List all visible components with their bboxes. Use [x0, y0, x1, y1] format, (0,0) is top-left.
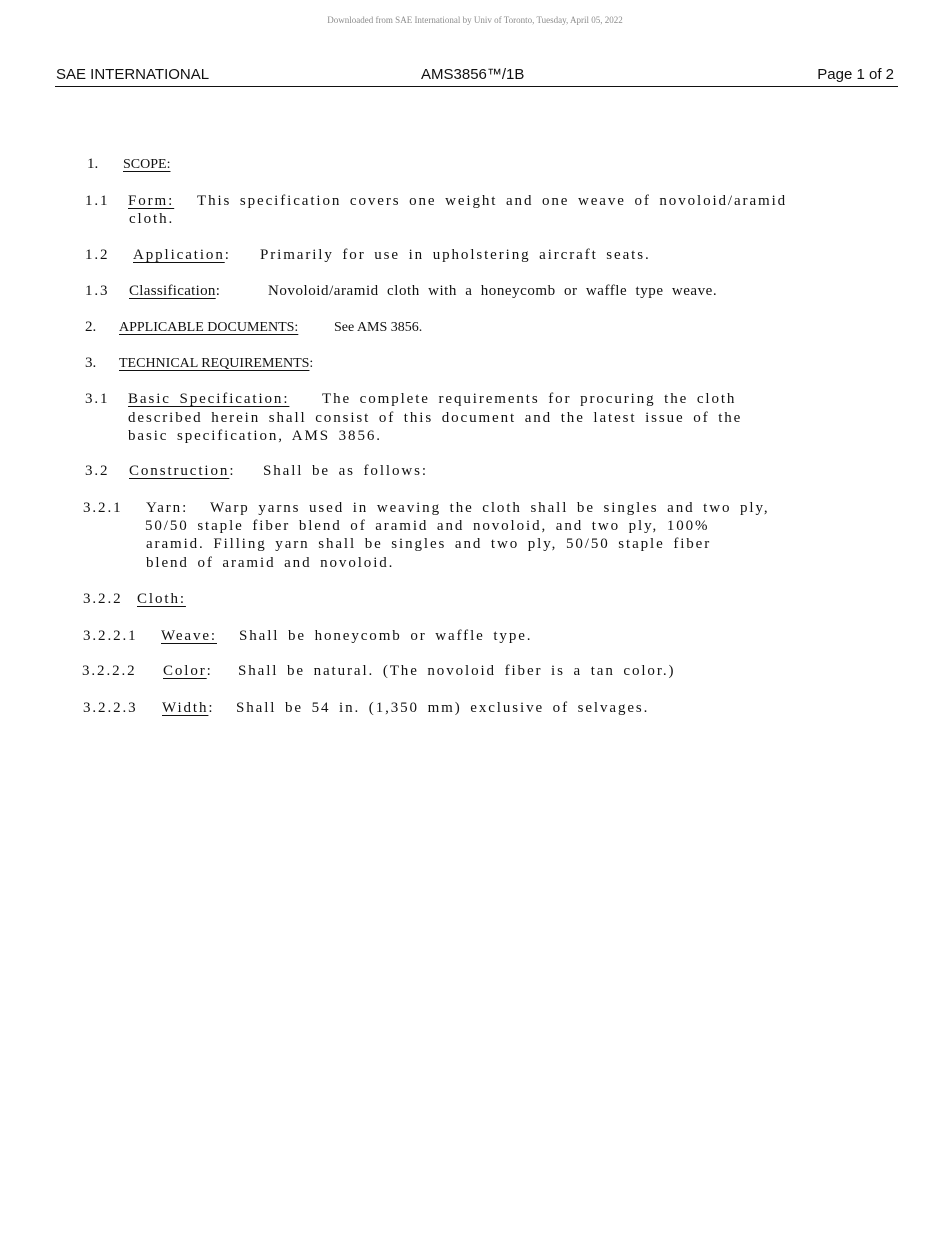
section-3-1-text-line2: described herein shall consist of this document and the latest issue of the: [128, 410, 743, 426]
section-3-colon: :: [309, 356, 314, 371]
download-notice: Downloaded from SAE International by Univ of Toronto, Tuesday, April 05, 2022: [327, 15, 623, 25]
section-3-title: TECHNICAL REQUIREMENTS: [119, 356, 310, 371]
header-organization: SAE INTERNATIONAL: [56, 66, 210, 83]
section-3-2-2-3-number: 3.2.2.3: [83, 700, 138, 716]
section-3-1-text-line1: The complete requirements for procuring the cloth: [322, 391, 737, 407]
section-3-2-2-2-number: 3.2.2.2: [82, 663, 137, 679]
section-3-2-text: Shall be as follows:: [263, 463, 428, 479]
section-2-title: APPLICABLE DOCUMENTS:: [119, 320, 299, 335]
section-3-2-2-2-heading: [163, 663, 213, 680]
section-1-2-heading: [133, 247, 231, 264]
section-3-2-2-1-number: 3.2.2.1: [83, 628, 138, 644]
section-3-1-number: 3.1: [85, 391, 110, 407]
section-1-2-number: 1.2: [85, 247, 110, 263]
section-3-2-1-text-line1: Warp yarns used in weaving the cloth shall be singles and two ply,: [210, 500, 770, 516]
section-1-1-text-line1: This specification covers one weight and one weave of novoloid/aramid: [197, 193, 788, 209]
section-3-2-2-3-title: Width: [162, 700, 209, 716]
section-3-1-title: Basic Specification:: [128, 391, 290, 407]
section-2-text: See AMS 3856.: [334, 320, 423, 335]
section-1-3-heading: [129, 283, 220, 300]
section-3-2-1-text-line2: 50/50 staple fiber blend of aramid and novoloid, and two ply, 100%: [145, 518, 710, 534]
section-3-2-number: 3.2: [85, 463, 110, 479]
section-3-number: 3.: [85, 355, 97, 371]
section-3-2-2-title: Cloth:: [137, 591, 186, 607]
section-2-number: 2.: [85, 319, 97, 335]
section-3-2-2-1-title: Weave:: [161, 628, 217, 644]
section-3-2-2-number: 3.2.2: [83, 591, 123, 607]
section-1-3-title: Classification: [129, 283, 216, 299]
section-1-2-text: Primarily for use in upholstering aircraft seats.: [260, 247, 651, 263]
section-1-1-text-line2: cloth.: [129, 211, 175, 227]
section-1-3-text: Novoloid/aramid cloth with a honeycomb or waffle type weave.: [268, 283, 718, 299]
section-3-2-2-2-title: Color: [163, 663, 207, 679]
header-page-number: Page 1 of 2: [817, 66, 894, 83]
section-3-2-1-number: 3.2.1: [83, 500, 123, 516]
section-3-2-1-text-line3: aramid. Filling yarn shall be singles and two ply, 50/50 staple fiber: [146, 536, 712, 552]
section-3-heading: [119, 356, 313, 372]
section-3-1-text-line3: basic specification, AMS 3856.: [128, 428, 382, 444]
section-1-3-number: 1.3: [85, 283, 110, 299]
section-3-2-2-3-text: Shall be 54 in. (1,350 mm) exclusive of selvages.: [236, 700, 650, 716]
section-3-2-2-2-text: Shall be natural. (The novoloid fiber is a tan color.): [238, 663, 676, 679]
section-3-2-1-title: Yarn:: [146, 500, 189, 516]
section-1-3-colon: :: [215, 283, 221, 299]
section-3-2-heading: [129, 463, 235, 480]
section-1-2-colon: :: [224, 247, 231, 263]
section-1-1-title: Form:: [128, 193, 175, 209]
section-1-2-title: Application: [133, 247, 225, 263]
section-1-1-number: 1.1: [85, 193, 110, 209]
section-3-2-2-3-heading: [162, 700, 214, 717]
section-3-2-2-3-colon: :: [208, 700, 215, 716]
section-3-2-colon: :: [229, 463, 236, 479]
header-rule: [55, 86, 898, 87]
section-3-2-1-text-line4: blend of aramid and novoloid.: [146, 555, 395, 571]
header-document-number: AMS3856™/1B: [421, 66, 525, 83]
section-1-number: 1.: [87, 156, 99, 172]
section-3-2-title: Construction: [129, 463, 230, 479]
section-3-2-2-2-colon: :: [206, 663, 213, 679]
section-1-title: SCOPE:: [123, 157, 171, 172]
section-3-2-2-1-text: Shall be honeycomb or waffle type.: [239, 628, 533, 644]
